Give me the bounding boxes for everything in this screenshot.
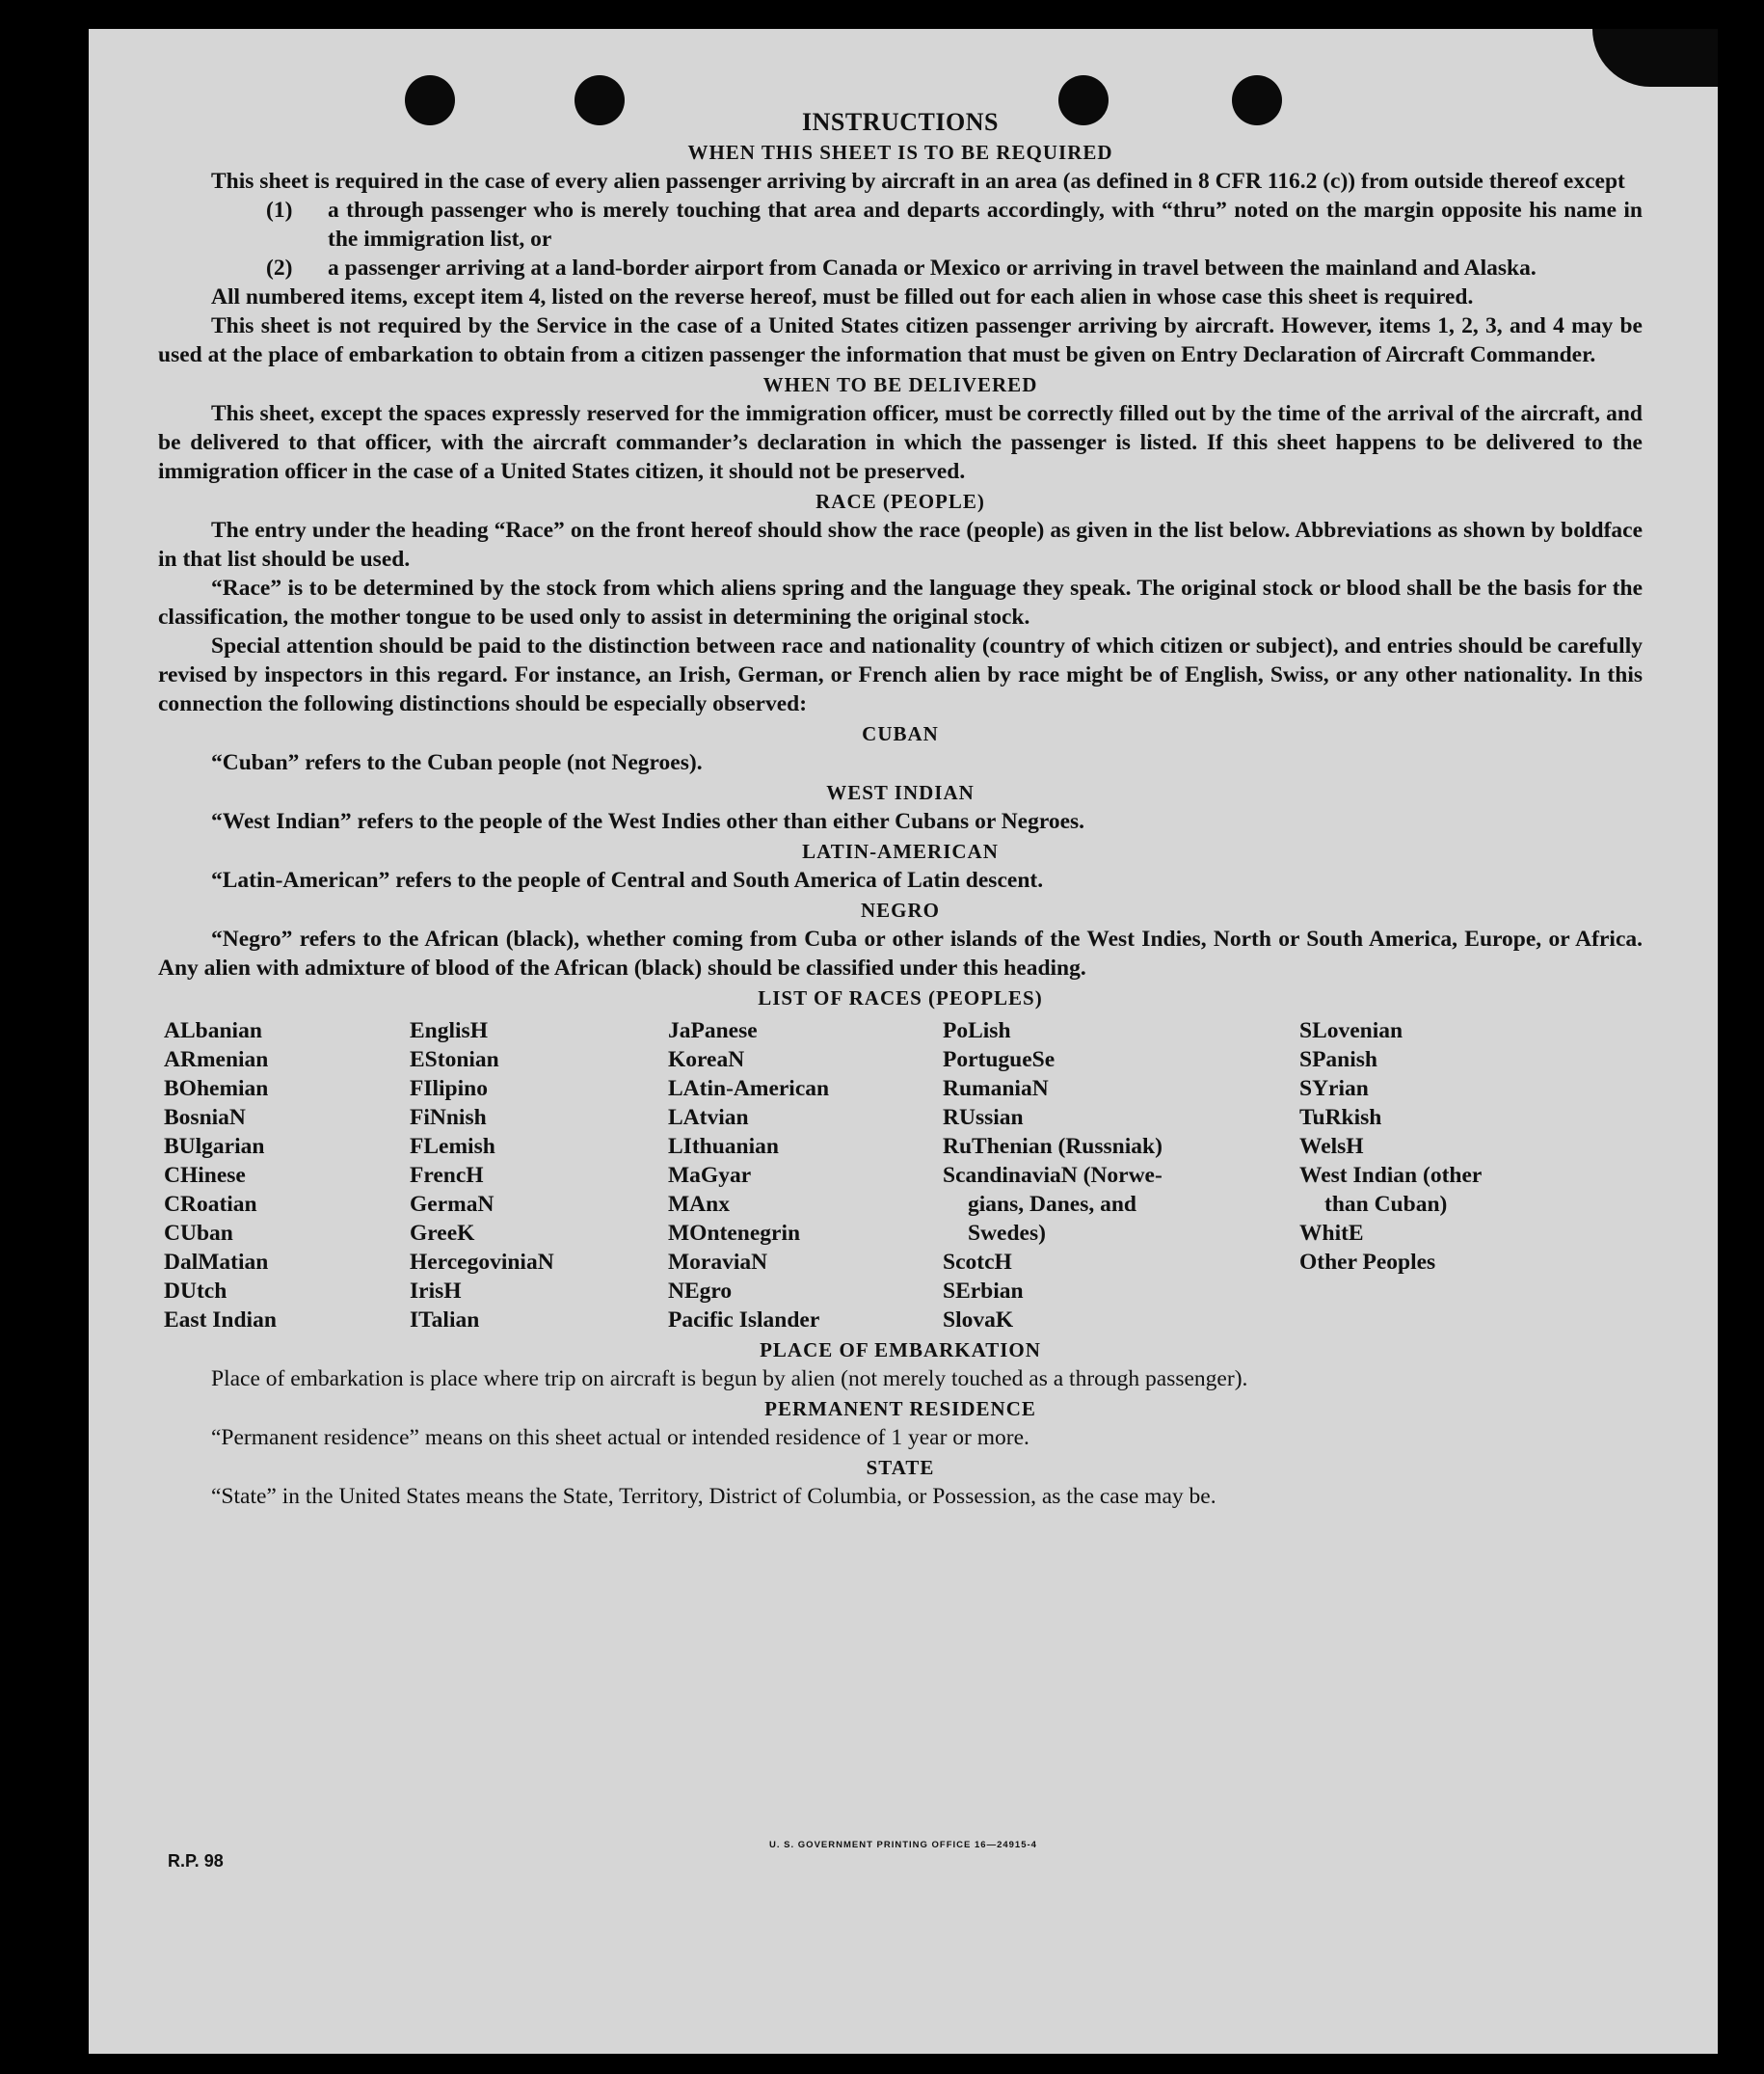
exceptions-list xyxy=(158,196,1643,283)
race-entry: SLovenian xyxy=(1299,1018,1403,1043)
race-entry: MaGyar xyxy=(668,1163,752,1188)
race-entry: West Indian (other xyxy=(1299,1163,1483,1188)
race-entry: SlovaK xyxy=(943,1307,1014,1333)
races-column xyxy=(410,1016,668,1334)
race-entry: EnglisH xyxy=(410,1018,488,1043)
race-entry: GermaN xyxy=(410,1192,494,1217)
races-column xyxy=(164,1016,410,1334)
cuban-text: “Cuban” refers to the Cuban people (not Negroes). xyxy=(211,750,703,775)
race-entry: RumaniaN xyxy=(943,1076,1049,1101)
race-entry: ScandinaviaN (Norwe- xyxy=(943,1163,1163,1188)
west-indian-text: “West Indian” refers to the people of the West Indies other than either Cubans or Negroes. xyxy=(211,809,1085,834)
list-item-text: a through passenger who is merely touching that area and departs accordingly, with “thru” noted on the margin opposite his name in the immigration list, or xyxy=(328,198,1643,252)
race-entry: ScotcH xyxy=(943,1250,1012,1275)
race-entry: gians, Danes, and xyxy=(968,1192,1136,1217)
required-para-2: All numbered items, except item 4, listed on the reverse hereof, must be filled out for each alien in whose case this sheet is required. xyxy=(211,284,1474,310)
race-entry: GreeK xyxy=(410,1221,475,1246)
race-entry: MoraviaN xyxy=(668,1250,768,1275)
race-entry: JaPanese xyxy=(668,1018,758,1043)
section-heading-latin-american: LATIN-AMERICAN xyxy=(802,840,999,863)
document-body xyxy=(158,108,1643,1511)
race-entry: IrisH xyxy=(410,1279,462,1304)
race-entry: NEgro xyxy=(668,1279,733,1304)
race-entry: East Indian xyxy=(164,1307,277,1333)
embarkation-text: Place of embarkation is place where trip on aircraft is begun by alien (not merely touched as a through passenger). xyxy=(211,1366,1248,1391)
race-entry: SPanish xyxy=(1299,1047,1377,1072)
race-entry: LAtin-American xyxy=(668,1076,830,1101)
torn-corner xyxy=(1592,29,1718,87)
instruction-sheet xyxy=(89,29,1718,2054)
state-text: “State” in the United States means the State, Territory, District of Columbia, or Possession, as the case may be. xyxy=(211,1484,1216,1509)
race-entry: ALbanian xyxy=(164,1018,262,1043)
races-column xyxy=(943,1016,1299,1334)
race-entry: FiNnish xyxy=(410,1105,487,1130)
printer-imprint: U. S. GOVERNMENT PRINTING OFFICE 16—24915-4 xyxy=(769,1840,1037,1850)
race-para-2: “Race” is to be determined by the stock from which aliens spring and the language they speak. The original stock or blood shall be the basis for the classification, the mother tongue to be used only to assist in determining the original stock. xyxy=(158,576,1643,630)
races-column xyxy=(668,1016,943,1334)
race-entry: FIlipino xyxy=(410,1076,488,1101)
race-entry: RuThenian (Russniak) xyxy=(943,1134,1163,1159)
list-item-text: a passenger arriving at a land-border airport from Canada or Mexico or arriving in travel between the mainland and Alaska. xyxy=(328,256,1537,281)
list-item xyxy=(158,196,1643,254)
races-table xyxy=(164,1016,1643,1334)
race-entry: than Cuban) xyxy=(1324,1192,1448,1217)
race-entry: EStonian xyxy=(410,1047,499,1072)
residence-text: “Permanent residence” means on this sheet actual or intended residence of 1 year or more. xyxy=(211,1425,1029,1450)
latin-american-text: “Latin-American” refers to the people of Central and South America of Latin descent. xyxy=(211,868,1044,893)
race-entry: HercegoviniaN xyxy=(410,1250,554,1275)
race-entry: PortugueSe xyxy=(943,1047,1056,1072)
race-entry: PoLish xyxy=(943,1018,1011,1043)
race-entry: WhitE xyxy=(1299,1221,1364,1246)
required-intro: This sheet is required in the case of every alien passenger arriving by aircraft in an area (as defined in 8 CFR 116.2 (c)) from outside thereof except xyxy=(211,169,1625,194)
race-entry: SYrian xyxy=(1299,1076,1369,1101)
race-entry: WelsH xyxy=(1299,1134,1364,1159)
race-entry: LAtvian xyxy=(668,1105,749,1130)
section-heading-negro: NEGRO xyxy=(860,899,940,922)
races-column xyxy=(1299,1016,1550,1334)
race-entry: BUlgarian xyxy=(164,1134,265,1159)
required-para-3: This sheet is not required by the Service in the case of a United States citizen passenger arriving by aircraft. However, items 1, 2, 3, and 4 may be used at the place of embarkation to obtain from a citizen passenger the information that must be given on Entry Declaration of Aircraft Commander. xyxy=(158,313,1643,367)
race-entry: BosniaN xyxy=(164,1105,246,1130)
list-item-number: (1) xyxy=(266,198,293,223)
list-item-number: (2) xyxy=(266,256,293,281)
race-entry: ITalian xyxy=(410,1307,480,1333)
race-entry: CUban xyxy=(164,1221,233,1246)
race-entry: Other Peoples xyxy=(1299,1250,1436,1275)
race-entry: Swedes) xyxy=(968,1221,1046,1246)
race-entry: DalMatian xyxy=(164,1250,269,1275)
list-item xyxy=(158,254,1643,283)
race-entry: ARmenian xyxy=(164,1047,269,1072)
document-title: INSTRUCTIONS xyxy=(802,108,999,136)
race-entry: TuRkish xyxy=(1299,1105,1382,1130)
section-heading-west-indian: WEST INDIAN xyxy=(826,781,975,804)
section-heading-cuban: CUBAN xyxy=(862,722,939,745)
race-entry: CRoatian xyxy=(164,1192,257,1217)
race-para-1: The entry under the heading “Race” on the front hereof should show the race (people) as given in the list below. Abbreviations as shown by boldface in that list should be used. xyxy=(158,518,1643,572)
race-entry: SErbian xyxy=(943,1279,1024,1304)
race-entry: KoreaN xyxy=(668,1047,745,1072)
delivered-text: This sheet, except the spaces expressly reserved for the immigration officer, must be correctly filled out by the time of the arrival of the aircraft, and be delivered to that officer, with the aircraft commander’s declaration in which the passenger is listed. If this sheet happens to be delivered to the immigration officer in the case of a United States citizen, it should not be preserved. xyxy=(158,401,1643,484)
section-heading-race: RACE (PEOPLE) xyxy=(815,490,985,513)
race-entry: CHinese xyxy=(164,1163,246,1188)
race-entry: MOntenegrin xyxy=(668,1221,801,1246)
section-heading-list-of-races: LIST OF RACES (PEOPLES) xyxy=(758,986,1043,1010)
section-heading-embarkation: PLACE OF EMBARKATION xyxy=(760,1338,1041,1361)
section-heading-required: WHEN THIS SHEET IS TO BE REQUIRED xyxy=(687,141,1113,164)
section-heading-residence: PERMANENT RESIDENCE xyxy=(764,1397,1036,1420)
race-entry: BOhemian xyxy=(164,1076,269,1101)
form-number: R.P. 98 xyxy=(168,1851,224,1871)
section-heading-delivered: WHEN TO BE DELIVERED xyxy=(762,373,1038,396)
race-para-3: Special attention should be paid to the distinction between race and nationality (country of which citizen or subject), and entries should be carefully revised by inspectors in this regard. For instance, an Irish, German, or French alien by race might be of English, Swiss, or any other nationality. In this connection the following distinctions should be especially observed: xyxy=(158,633,1643,716)
negro-text: “Negro” refers to the African (black), whether coming from Cuba or other islands of the West Indies, North or South America, Europe, or Africa. Any alien with admixture of blood of the African (black) should be classified under this heading. xyxy=(158,927,1643,981)
race-entry: LIthuanian xyxy=(668,1134,779,1159)
race-entry: FLemish xyxy=(410,1134,495,1159)
section-heading-state: STATE xyxy=(866,1456,935,1479)
race-entry: DUtch xyxy=(164,1279,227,1304)
race-entry: MAnx xyxy=(668,1192,730,1217)
race-entry: Pacific Islander xyxy=(668,1307,820,1333)
race-entry: RUssian xyxy=(943,1105,1024,1130)
race-entry: FrencH xyxy=(410,1163,484,1188)
